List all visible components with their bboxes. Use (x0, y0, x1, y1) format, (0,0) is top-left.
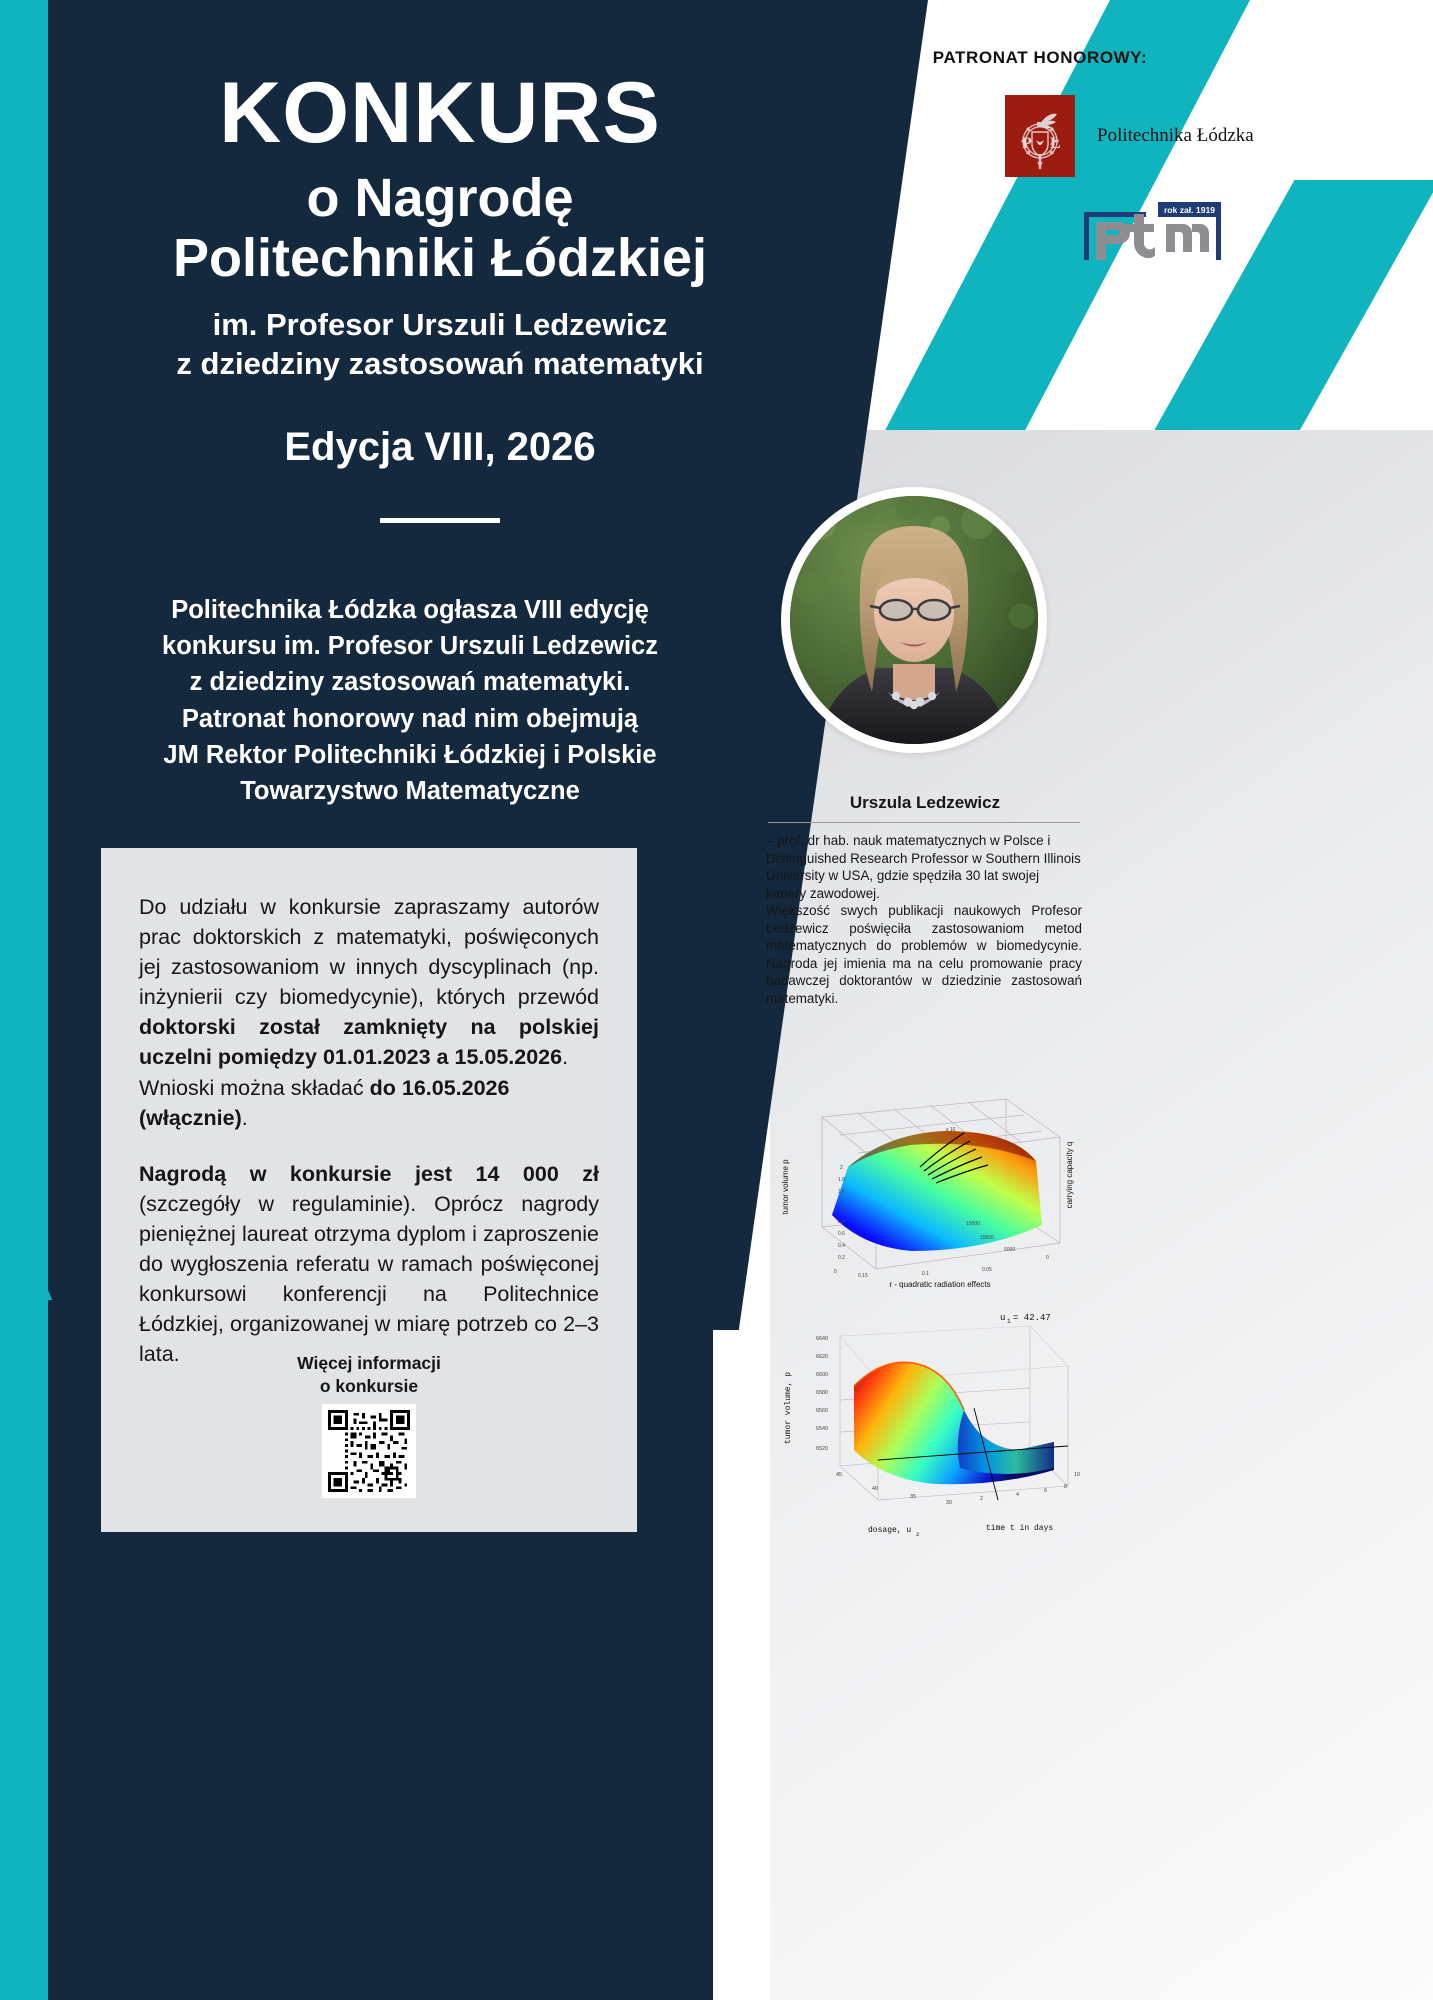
more-info-line-1: Więcej informacji (297, 1353, 441, 1373)
svg-text:2: 2 (840, 1165, 843, 1171)
bio-paragraph-1: – prof. dr hab. nauk matematycznych w Polsce i Distinguished Research Professor w Southern Illinois University w USA, gdzie spędziła 30 lat swojej kariery zawodowej. (766, 833, 1081, 901)
svg-text:Ł: Ł (1050, 135, 1061, 152)
svg-text:0.1: 0.1 (922, 1271, 929, 1277)
prize-text: (szczegóły w regulaminie). Oprócz nagrody pieniężnej laureat otrzyma dyplom i zaproszenie do wygłoszenia referatu w ramach poświęconej konkursowi konferencji na Politechnice Łódzkiej, organizowanej w miarę potrzeb co 2–3 lata. (139, 1191, 599, 1367)
svg-text:35: 35 (910, 1494, 916, 1500)
ptm-logo-icon (1078, 200, 1228, 266)
title-block (60, 65, 820, 523)
svg-text:0: 0 (834, 1269, 837, 1275)
svg-text:10: 10 (1074, 1472, 1080, 1478)
svg-text:6520: 6520 (816, 1446, 828, 1452)
svg-text:6620: 6620 (816, 1354, 828, 1360)
svg-text:0.15: 0.15 (858, 1273, 868, 1279)
chart1-ylabel: tumor volume p (781, 1159, 790, 1215)
more-info-line-2: o konkursie (319, 1376, 419, 1397)
intro-line: konkursu im. Profesor Urszuli Ledzewicz (162, 632, 658, 661)
avatar (781, 487, 1047, 753)
subtitle-line-1: im. Profesor Urszuli Ledzewicz (212, 306, 668, 342)
svg-text:1.8: 1.8 (838, 1177, 845, 1183)
svg-text:= 42.47: = 42.47 (1013, 1313, 1051, 1323)
chart2-ylabel: time t in days (986, 1524, 1054, 1533)
bio-paragraph-2: Większość swych publikacji naukowych Profesor Ledzewicz poświęciła zastosowaniom metod matematycznych do problemów w biomedycynie. Nagroda jej imienia ma na celu promowanie pracy badawczej doktorantów w dziedzinie zastosowań matematyki. (766, 903, 1082, 1006)
intro-line: Politechnika Łódzka ogłasza VIII edycję (171, 596, 649, 624)
svg-text:rok zał. 1919: rok zał. 1919 (1163, 205, 1216, 215)
svg-text:6560: 6560 (816, 1408, 828, 1414)
politechnika-lodzka-logo-icon (1005, 95, 1075, 177)
title-line-3: Politechniki Łódzkiej (172, 228, 708, 289)
deadline-text-1: Wnioski można składać (139, 1075, 370, 1100)
intro-line: z dziedziny zastosowań matematyki. (189, 668, 631, 697)
svg-text:6640: 6640 (816, 1336, 828, 1342)
patron-politechnika-label: Politechnika Łódzka (1097, 125, 1254, 146)
svg-text:1: 1 (1007, 1318, 1011, 1325)
title-line-2: o Nagrodę (306, 168, 574, 228)
patron-title: PATRONAT HONOROWY: (932, 48, 1148, 67)
svg-text:P: P (1022, 135, 1032, 152)
patron-header (760, 48, 1320, 68)
svg-text:6540: 6540 (816, 1426, 828, 1432)
card-paragraph-eligibility (139, 892, 599, 1073)
svg-text:x 10: x 10 (946, 1127, 956, 1133)
svg-text:2: 2 (980, 1496, 983, 1502)
deadline-bold: do 16.05.2026 (włącznie) (139, 1075, 510, 1130)
svg-text:10000: 10000 (980, 1235, 994, 1241)
chart2-annotation: u (1000, 1313, 1006, 1323)
svg-text:6580: 6580 (816, 1390, 828, 1396)
prize-bold: Nagrodą w konkursie jest 14 000 zł (139, 1161, 599, 1186)
chart1-xlabel: r - quadratic radiation effects (889, 1280, 991, 1289)
svg-text:4: 4 (1016, 1492, 1019, 1498)
edition-label: Edycja VIII, 2026 (284, 425, 596, 470)
qr-code[interactable] (322, 1404, 416, 1498)
eligibility-text-2: . (562, 1045, 569, 1070)
svg-text:2: 2 (916, 1531, 920, 1538)
profile-name: Urszula Ledzewicz (849, 793, 1001, 812)
intro-line: Patronat honorowy nad nim obejmują (181, 704, 639, 733)
svg-text:0: 0 (1046, 1255, 1049, 1261)
eligibility-text-1: Do udziału w konkursie zapraszamy autorów prac doktorskich z matematyki, poświęconych jej zastosowaniom w innych dyscyplinach (np. inżynierii czy biomedycynie), których przewód (139, 895, 599, 1010)
page-title: KONKURS (219, 65, 661, 161)
svg-text:6: 6 (1044, 1488, 1047, 1494)
svg-text:40: 40 (872, 1486, 878, 1492)
intro-text (60, 592, 760, 809)
title-divider (380, 518, 500, 523)
subtitle-line-2: z dziedziny zastosowań matematyki (176, 345, 704, 381)
intro-line: Towarzystwo Matematyczne (240, 777, 580, 806)
svg-text:0.2: 0.2 (838, 1255, 845, 1261)
intro-line: JM Rektor Politechniki Łódzkiej i Polskie (163, 740, 657, 769)
eligibility-bold: doktorski został zamknięty na polskiej uczelni pomiędzy 01.01.2023 a 15.05.2026 (139, 1015, 599, 1070)
portrait-photo (790, 496, 1038, 744)
card-paragraph-prize (139, 1159, 599, 1370)
profile-divider (768, 822, 1080, 823)
deadline-text-2: . (241, 1105, 248, 1130)
chart1-zlabel: carrying capacity q (1065, 1141, 1074, 1209)
card-paragraph-deadline (139, 1073, 599, 1133)
more-info-block (101, 1352, 637, 1399)
chart-tumor-volume-vs-dosage-time (768, 1300, 1088, 1545)
chart-tumor-volume-vs-radiation (770, 1075, 1080, 1290)
svg-text:6600: 6600 (816, 1372, 828, 1378)
profile-bio (766, 832, 1082, 1007)
svg-text:1.6: 1.6 (838, 1189, 845, 1195)
svg-text:1: 1 (842, 1207, 845, 1213)
svg-text:45: 45 (836, 1472, 842, 1478)
svg-text:8: 8 (1064, 1484, 1067, 1490)
svg-text:0.8: 0.8 (838, 1219, 845, 1225)
svg-text:0.4: 0.4 (838, 1243, 845, 1249)
chart2-zlabel: tumor volume, p (784, 1371, 793, 1445)
svg-text:15000: 15000 (966, 1221, 980, 1227)
svg-text:0.6: 0.6 (838, 1231, 845, 1237)
svg-text:5000: 5000 (1004, 1247, 1016, 1253)
svg-text:0.05: 0.05 (982, 1267, 992, 1273)
chart2-xlabel: dosage, u (868, 1526, 912, 1535)
patron-logo-row (1005, 95, 1254, 177)
svg-text:30: 30 (946, 1500, 952, 1506)
card-spacer (139, 1133, 599, 1159)
